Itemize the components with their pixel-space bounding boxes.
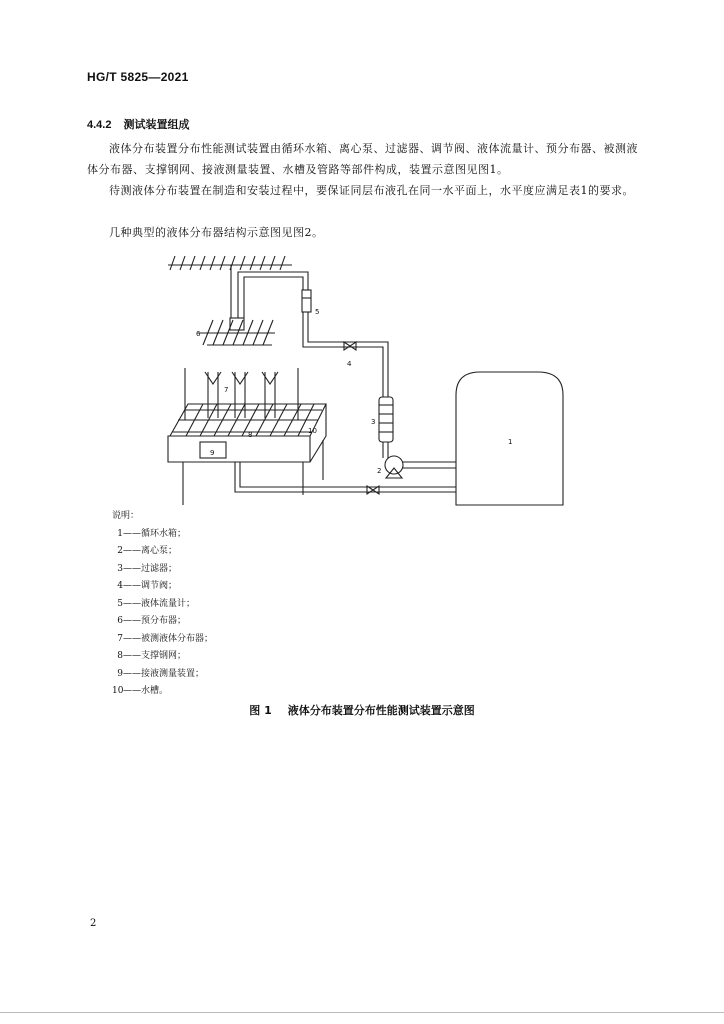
section-title: 测试装置组成 <box>123 118 190 131</box>
centrifugal-pump <box>385 456 403 478</box>
legend-item: 7——被测液体分布器； <box>117 633 214 644</box>
label-6: 6 <box>196 330 201 338</box>
standard-code: HG/T 5825—2021 <box>87 70 189 84</box>
tested-liquid-distributor <box>185 368 298 420</box>
section-number: 4.4.2 <box>87 119 112 131</box>
section-heading <box>87 116 189 132</box>
figure-number: 图 1 <box>249 704 272 717</box>
label-9: 9 <box>210 449 215 457</box>
legend-title: 说明： <box>112 511 140 521</box>
page-number: 2 <box>90 918 97 929</box>
pre-distributor <box>198 318 275 345</box>
legend-item: 1——循环水箱； <box>117 528 187 539</box>
filter <box>379 397 393 442</box>
ceiling-support <box>168 256 292 270</box>
legend-item: 3——过滤器； <box>117 563 178 574</box>
legend-item: 4——调节阀； <box>117 581 178 591</box>
legend-item: 10——水槽。 <box>112 686 169 696</box>
paragraph-composition: 液体分布装置分布性能测试装置由循环水箱、离心泵、过滤器、调节阀、液体流量计、预分布器、被测液体分布器、支撑钢网、接液测量装置、水槽及管路等部件构成，装置示意图见图1。 <box>87 142 638 176</box>
label-2: 2 <box>377 467 382 475</box>
figure-caption <box>0 702 724 718</box>
figure-title: 液体分布装置分布性能测试装置示意图 <box>287 704 475 717</box>
label-10: 10 <box>308 427 317 435</box>
regulating-valve <box>344 342 356 350</box>
paragraph-level-requirement: 待测液体分布装置在制造和安装过程中，要保证同层布液孔在同一水平面上，水平度应满足表1的要求。 <box>109 184 634 197</box>
paragraph-figure-reference: 几种典型的液体分布器结构示意图见图2。 <box>109 226 324 239</box>
legend-item: 2——离心泵； <box>117 546 178 556</box>
legend-item: 9——接液测量装置； <box>117 668 205 679</box>
label-5: 5 <box>315 308 320 316</box>
page-bottom-rule <box>0 1012 724 1013</box>
legend-item: 8——支撑钢网； <box>117 651 187 661</box>
test-apparatus-diagram <box>150 248 580 510</box>
label-8: 8 <box>248 431 253 439</box>
water-trough <box>168 404 326 505</box>
legend-item: 5——液体流量计； <box>117 598 196 609</box>
label-3: 3 <box>371 418 376 426</box>
legend-item: 6——预分布器； <box>117 616 187 626</box>
legend <box>112 508 213 701</box>
label-1: 1 <box>508 438 513 446</box>
label-7: 7 <box>224 386 229 394</box>
flowmeter <box>302 290 311 312</box>
label-4: 4 <box>347 360 352 368</box>
